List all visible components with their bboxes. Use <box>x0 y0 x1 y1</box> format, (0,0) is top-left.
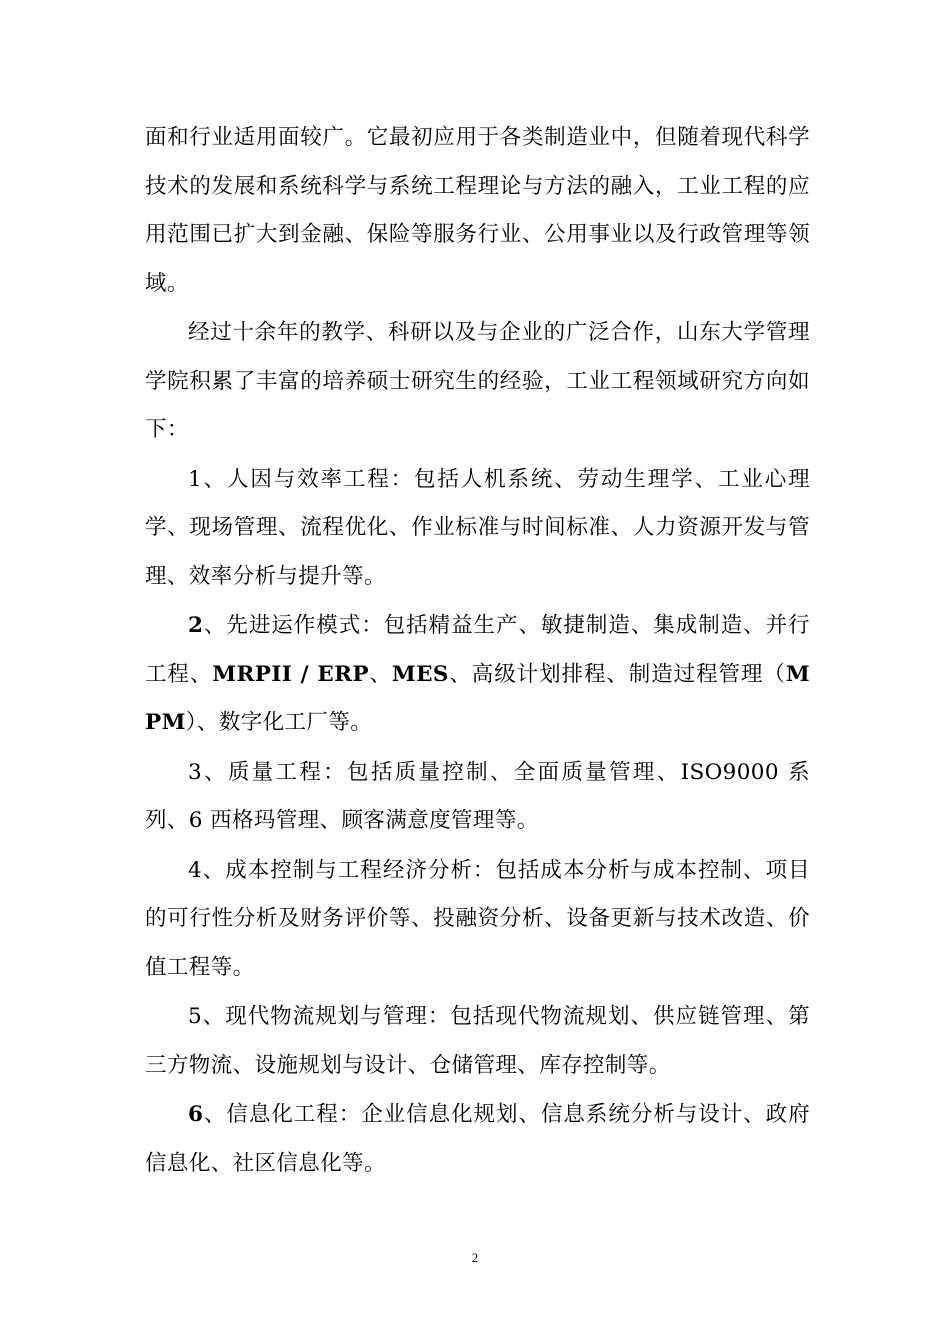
document-body <box>145 114 810 1188</box>
item-number: 4 <box>188 857 203 883</box>
item-text-bold: MRPII / ERP <box>212 661 369 687</box>
list-item-5 <box>145 993 810 1090</box>
list-item-4 <box>145 847 810 993</box>
list-item-2 <box>145 602 810 748</box>
item-text: 、 <box>368 661 392 687</box>
item-text: 、质量工程：包括质量控制、全面质量管理、ISO9000 系列、6 西格玛管理、顾客满意度管理等。 <box>145 759 810 833</box>
item-text: 、人因与效率工程：包括人机系统、劳动生理学、工业心理学、现场管理、流程优化、作业标准与时间标准、人力资源开发与管理、效率分析与提升等。 <box>145 466 810 589</box>
paragraph-research-directions-intro: 经过十余年的教学、科研以及与企业的广泛合作，山东大学管理学院积累了丰富的培养硕士研究生的经验，工业工程领域研究方向如下： <box>145 320 810 442</box>
item-text: 、信息化工程：企业信息化规划、信息系统分析与设计、政府信息化、社区信息化等。 <box>145 1102 810 1176</box>
item-text-bold: MPM <box>145 661 811 735</box>
item-text: 、现代物流规划与管理：包括现代物流规划、供应链管理、第三方物流、设施规划与设计、仓储管理、库存控制等。 <box>145 1004 810 1078</box>
list-item-1 <box>145 456 810 602</box>
item-text: 、先进运作模式：包括精益生产、敏捷制造、集成制造、并行工程、 <box>145 613 810 687</box>
item-number: 2 <box>188 613 204 638</box>
item-number: 3 <box>188 759 203 785</box>
list-item-3 <box>145 749 810 846</box>
item-number: 5 <box>188 1004 203 1029</box>
item-text: 、成本控制与工程经济分析：包括成本分析与成本控制、项目的可行性分析及财务评价等、投融资分析、设备更新与技术改造、价值工程等。 <box>145 857 810 980</box>
list-item-6 <box>145 1091 810 1188</box>
item-number: 6 <box>188 1102 204 1127</box>
item-text: 、高级计划排程、制造过程管理（ <box>448 661 786 687</box>
item-text-bold: MES <box>391 661 449 687</box>
item-number: 1 <box>188 466 203 492</box>
paragraph-intro-continuation: 面和行业适用面较广。它最初应用于各类制造业中，但随着现代科学技术的发展和系统科学与系统工程理论与方法的融入，工业工程的应用范围已扩大到金融、保险等服务行业、公用事业以及行政管理等领域。 <box>145 125 810 296</box>
page-number: 2 <box>471 1250 479 1265</box>
item-text: ）、数字化工厂等。 <box>185 710 373 735</box>
